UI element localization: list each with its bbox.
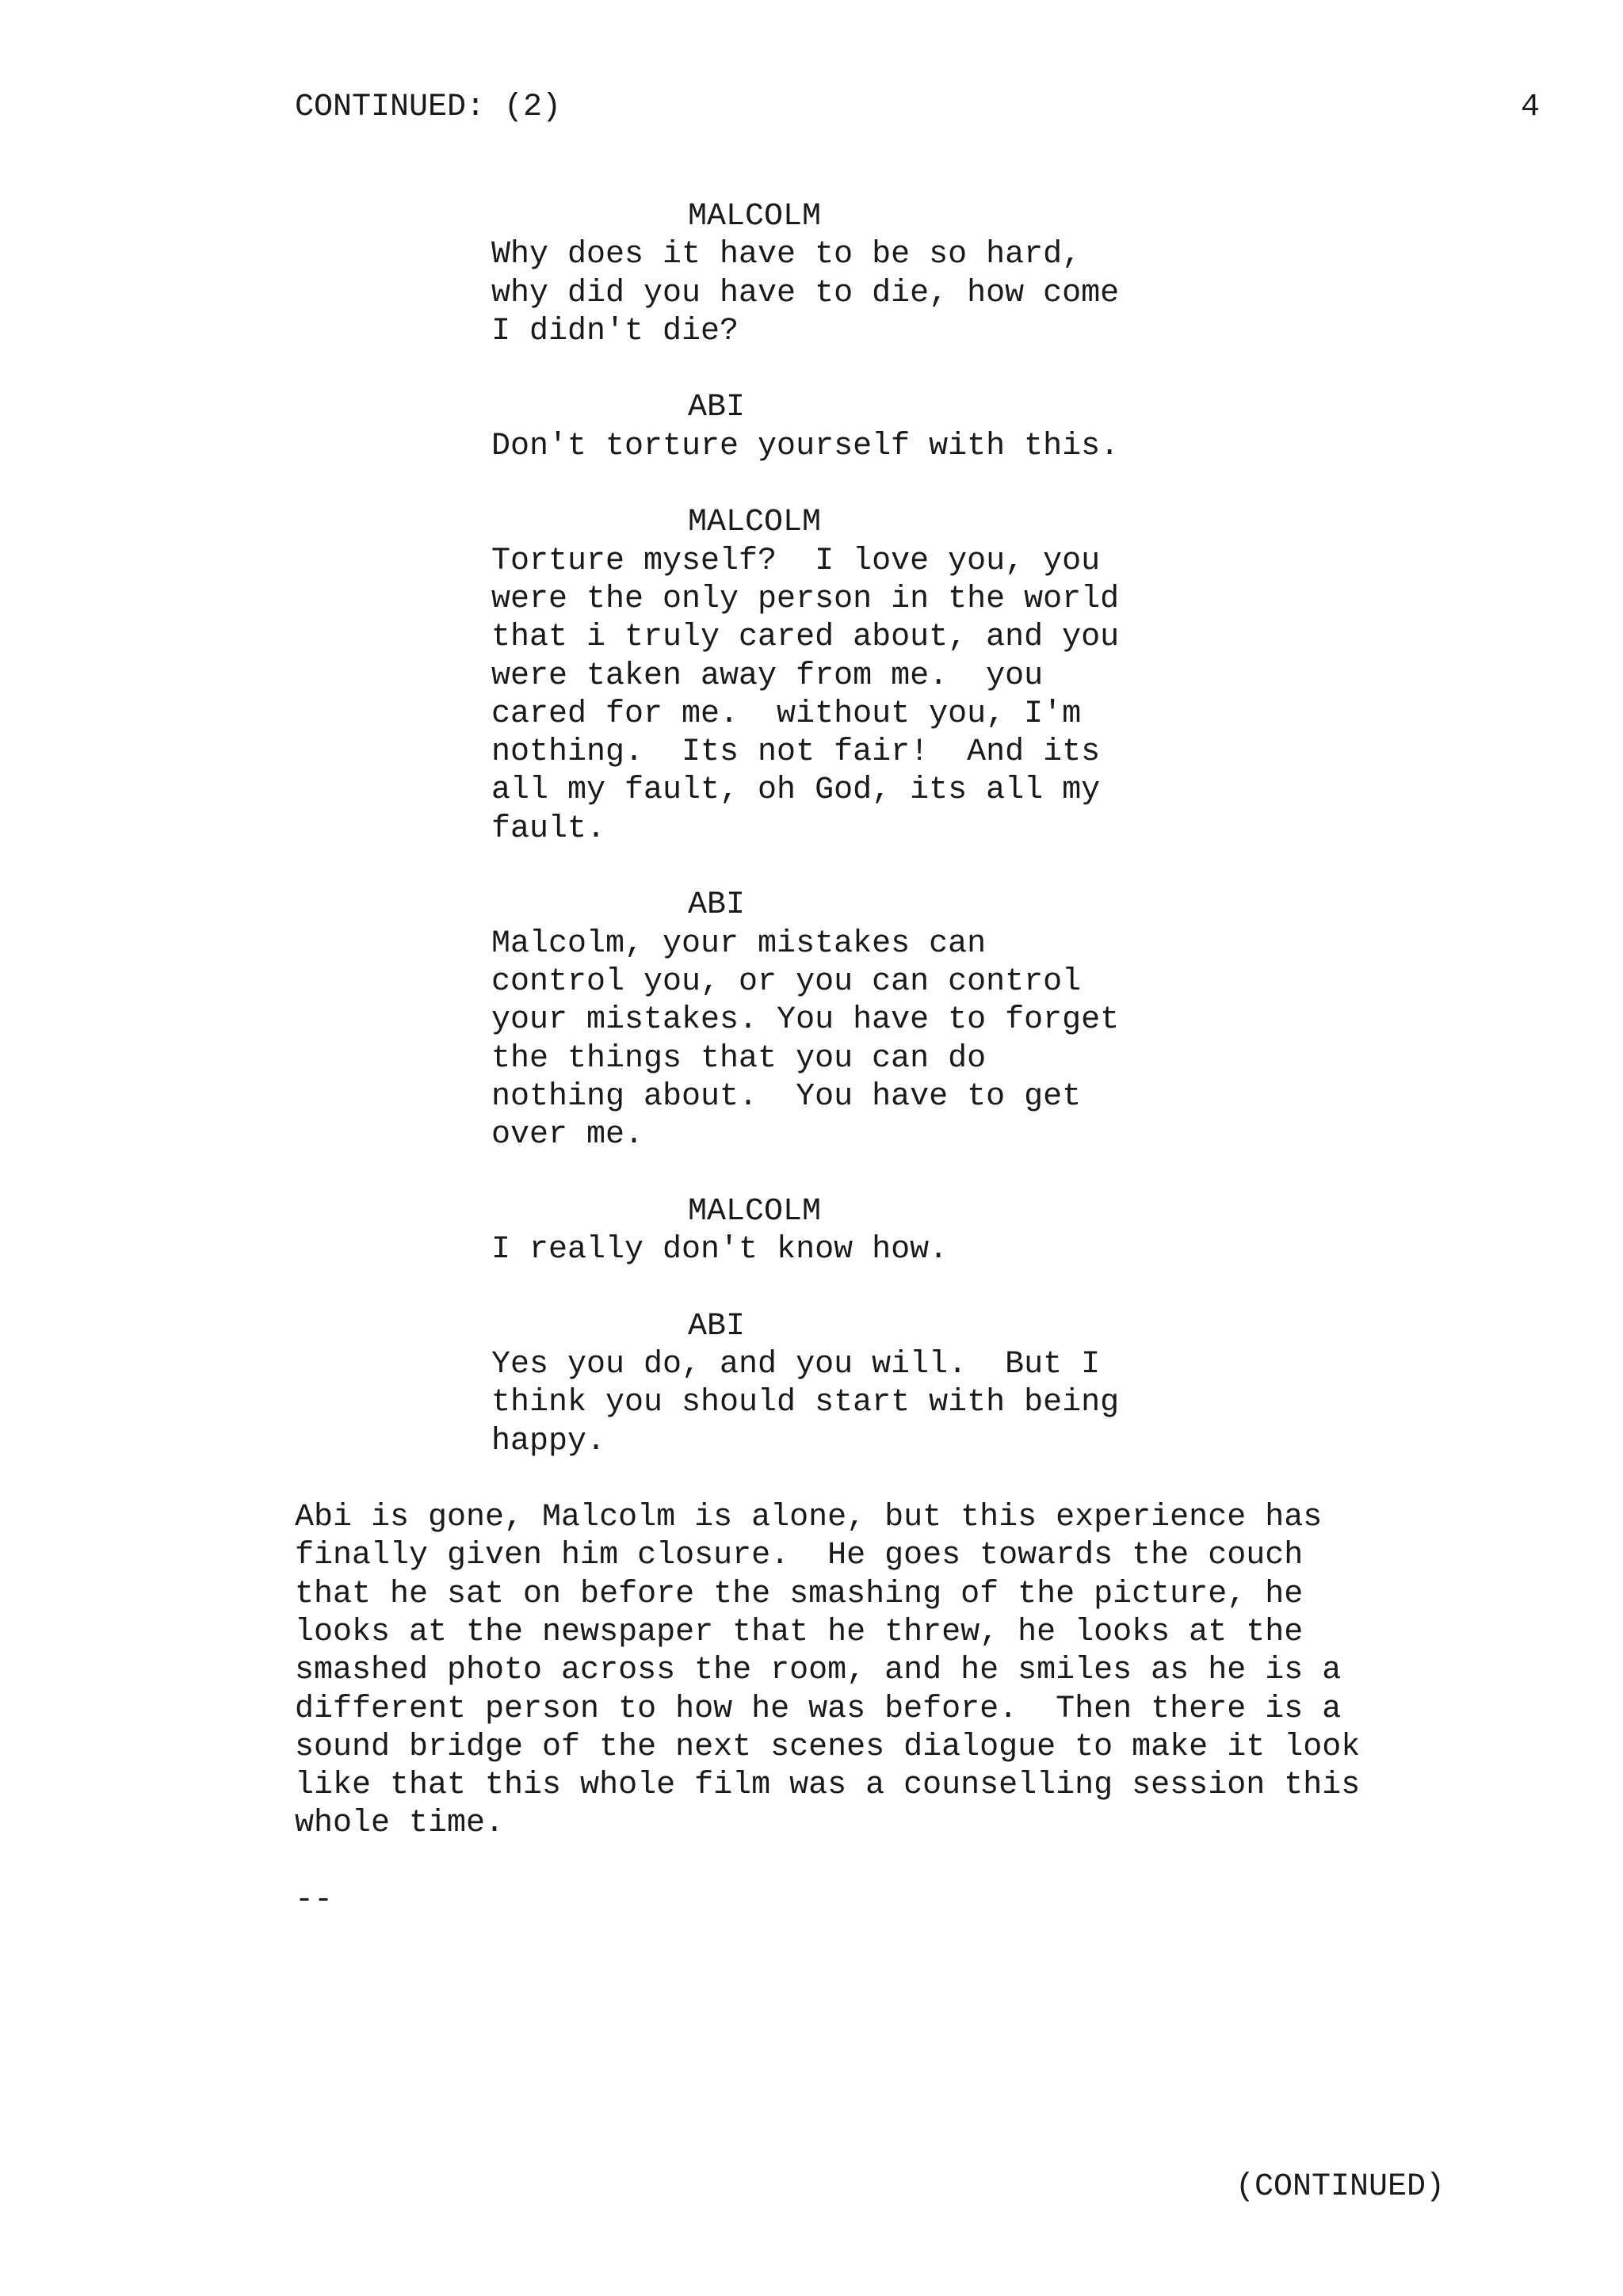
page-number: 4: [1520, 90, 1540, 125]
character-name: ABI: [688, 1308, 746, 1344]
character-name: MALCOLM: [688, 199, 822, 235]
continued-header: CONTINUED: (2): [295, 90, 562, 125]
dialogue-block: [295, 1308, 1420, 1461]
action-paragraph: Abi is gone, Malcolm is alone, but this experience has finally given him closure. He goes towards the couch that he sat on before the smashing of the picture, he looks at the newspaper that he threw, he looks at the smashed photo across the room, and he smiles as he is a different person to how he was before. Then there is a sound bridge of the next scenes dialogue to make it look like that this whole film was a counselling session this whole time.: [295, 1500, 1361, 1842]
dialogue-block: [295, 504, 1420, 849]
continued-footer: (CONTINUED): [1235, 2169, 1445, 2205]
dialogue-text: Malcolm, your mistakes can control you, or you can control your mistakes. You have to forget the things that you can do nothing about. You have to get over me.: [491, 925, 1120, 1154]
dialogue-text: Don't torture yourself with this.: [491, 428, 1120, 464]
transition-marker: --: [295, 1882, 334, 1919]
dialogue-block: [295, 198, 1420, 351]
script-body: [295, 198, 1420, 1958]
dialogue-text: Why does it have to be so hard, why did you have to die, how come I didn't die?: [491, 237, 1120, 349]
dialogue-block: [295, 1193, 1420, 1270]
dialogue-block: [295, 887, 1420, 1154]
character-name: ABI: [688, 887, 746, 924]
dialogue-text: Torture myself? I love you, you were the only person in the world that i truly cared about, and you were taken away from me. you cared for me. without you, I'm nothing. Its not fair! And its all my fault, oh God, its all my fault.: [491, 543, 1120, 847]
dialogue-text: Yes you do, and you will. But I think you should start with being happy.: [491, 1346, 1120, 1459]
dialogue-text: I really don't know how.: [491, 1232, 949, 1268]
character-name: MALCOLM: [688, 505, 822, 541]
dialogue-block: [295, 389, 1420, 466]
character-name: MALCOLM: [688, 1193, 822, 1230]
character-name: ABI: [688, 390, 746, 426]
